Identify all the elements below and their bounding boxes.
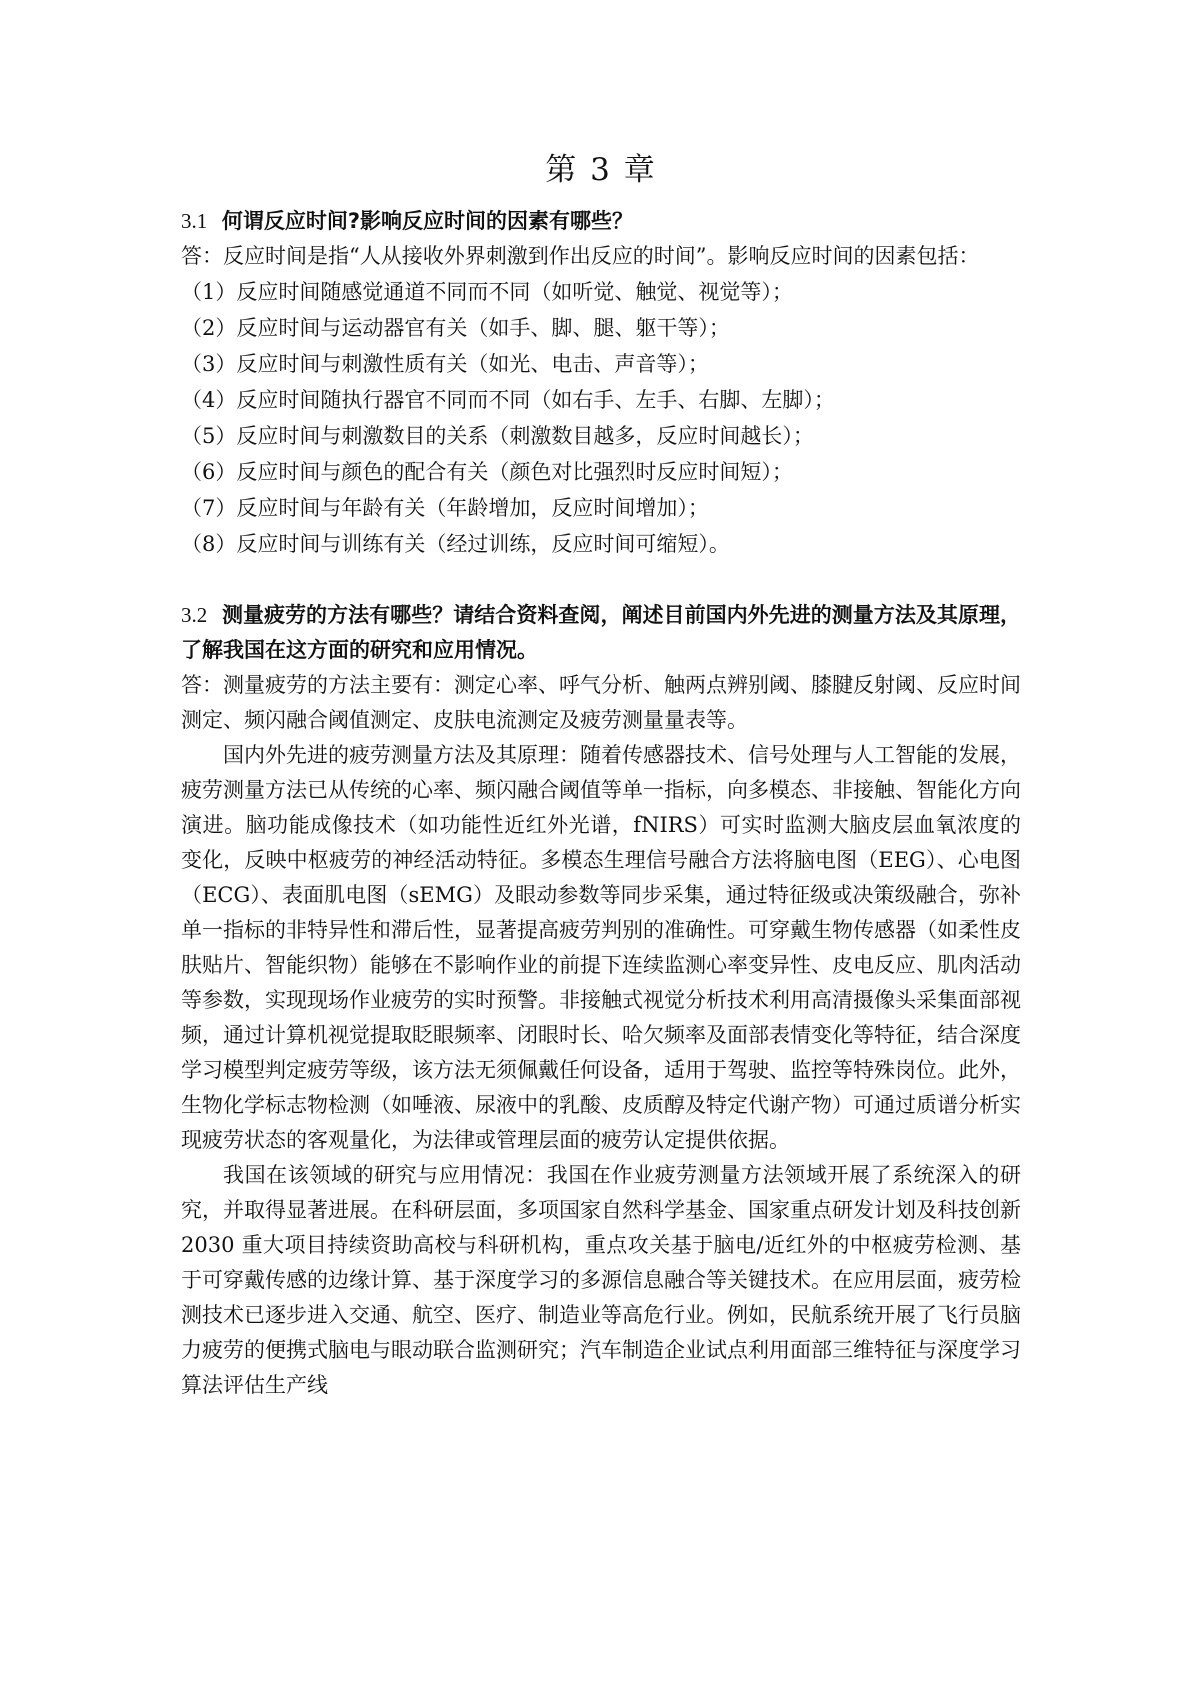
chapter-title: 第 3 章 [545,152,657,188]
question-number: 3.2 [181,603,208,627]
question-3-1 [181,204,1021,562]
body-paragraph: 我国在该领域的研究与应用情况：我国在作业疲劳测量方法领域开展了系统深入的研究，并取得显著进展。在科研层面，多项国家自然科学基金、国家重点研发计划及科技创新 2030 重大项目持续资助高校与科研机构，重点攻关基于脑电/近红外的中枢疲劳检测、基于可穿戴传感的边缘计算、基于深度学习的多源信息融合等关键技术。在应用层面，疲劳检测技术已逐步进入交通、航空、医疗、制造业等高危行业。例如，民航系统开展了飞行员脑力疲劳的便携式脑电与眼动联合监测研究；汽车制造企业试点利用面部三维特征与深度学习算法评估生产线 [181,1163,1021,1397]
question-text: 测量疲劳的方法有哪些？请结合资料查阅，阐述目前国内外先进的测量方法及其原理，了解我国在这方面的研究和应用情况。 [181,603,1022,662]
list-item: （8）反应时间与训练有关（经过训练，反应时间可缩短）。 [181,532,730,556]
question-text: 何谓反应时间?影响反应时间的因素有哪些？ [221,209,634,233]
list-item: （3）反应时间与刺激性质有关（如光、电击、声音等）； [181,352,709,376]
answer-intro: 答：测量疲劳的方法主要有：测定心率、呼气分析、触两点辨别阈、膝腱反射阈、反应时间测定、频闪融合阈值测定、皮肤电流测定及疲劳测量量表等。 [181,673,1021,732]
factor-list [181,274,1021,562]
section-gap [181,562,1021,598]
answer-intro: 答：反应时间是指“人从接收外界刺激到作出反应的时间”。影响反应时间的因素包括： [181,244,980,268]
body-paragraph: 国内外先进的疲劳测量方法及其原理：随着传感器技术、信号处理与人工智能的发展，疲劳测量方法已从传统的心率、频闪融合阈值等单一指标，向多模态、非接触、智能化方向演进。脑功能成像技术（如功能性近红外光谱，fNIRS）可实时监测大脑皮层血氧浓度的变化，反映中枢疲劳的神经活动特征。多模态生理信号融合方法将脑电图（EEG）、心电图（ECG）、表面肌电图（sEMG）及眼动参数等同步采集，通过特征级或决策级融合，弥补单一指标的非特异性和滞后性，显著提高疲劳判别的准确性。可穿戴生物传感器（如柔性皮肤贴片、智能织物）能够在不影响作业的前提下连续监测心率变异性、皮电反应、肌肉活动等参数，实现现场作业疲劳的实时预警。非接触式视觉分析技术利用高清摄像头采集面部视频，通过计算机视觉提取眨眼频率、闭眼时长、哈欠频率及面部表情变化等特征，结合深度学习模型判定疲劳等级，该方法无须佩戴任何设备，适用于驾驶、监控等特殊岗位。此外，生物化学标志物检测（如唾液、尿液中的乳酸、皮质醇及特定代谢产物）可通过质谱分析实现疲劳状态的客观量化，为法律或管理层面的疲劳认定提供依据。 [181,743,1021,1152]
list-item: （5）反应时间与刺激数目的关系（刺激数目越多，反应时间越长）； [181,424,814,448]
list-item: （1）反应时间随感觉通道不同而不同（如听觉、触觉、视觉等）； [181,280,793,304]
list-item: （6）反应时间与颜色的配合有关（颜色对比强烈时反应时间短）； [181,460,793,484]
list-item: （2）反应时间与运动器官有关（如手、脚、腿、躯干等）； [181,316,730,340]
question-title [181,204,1021,239]
question-title [181,598,1021,668]
list-item: （7）反应时间与年龄有关（年龄增加，反应时间增加）； [181,496,709,520]
question-number: 3.1 [181,209,208,233]
list-item: （4）反应时间随执行器官不同而不同（如右手、左手、右脚、左脚）； [181,388,835,412]
question-3-2 [181,598,1021,1403]
